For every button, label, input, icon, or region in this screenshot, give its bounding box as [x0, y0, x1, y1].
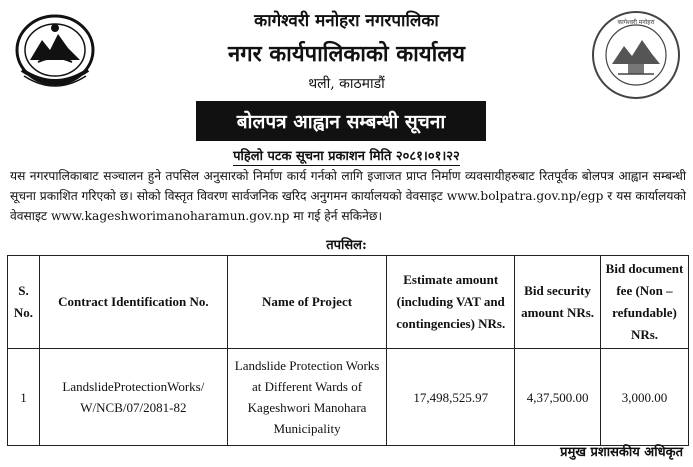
- office-name: नगर कार्यपालिकाको कार्यालय: [228, 41, 465, 67]
- cell-bid-security: 4,37,500.00: [515, 349, 601, 446]
- notice-body: यस नगरपालिकाबाट सञ्चालन हुने तपसिल अनुसारको निर्माण कार्य गर्नको लागि इजाजत प्राप्त निर्माण व्यवसायीहरुबाट रितपूर्वक बोलपत्र आह्वान सम्बन्धी सूचना प्रकाशित गरिएको छ। सोको विस्तृत विवरण सार्वजनिक खरिद अनुगमन कार्यालयको वेवसाइट www.bolpatra.gov.np/egp र यस कार्यालयको वेवसाइट www.kageshworimanoharamun.gov.np मा गई हेर्न सकिनेछ।: [10, 169, 686, 223]
- tender-table: [7, 255, 689, 446]
- cell-document-fee: 3,000.00: [601, 349, 689, 446]
- header-document-fee: Bid document fee (Non – refundable) NRs.: [601, 256, 689, 349]
- cell-contract-id: LandslideProtectionWorks/ W/NCB/07/2081-82: [39, 349, 227, 446]
- header-sn: S. No.: [8, 256, 40, 349]
- municipality-name: कागेश्वरी मनोहरा नगरपालिका: [254, 11, 439, 31]
- schedule-label: तपसिल:: [326, 238, 367, 253]
- office-address: थली, काठमाडौं: [308, 76, 385, 92]
- svg-text:कागेश्वरी मनोहरा: कागेश्वरी मनोहरा: [617, 19, 655, 26]
- header-bid-security: Bid security amount NRs.: [515, 256, 601, 349]
- header-project-name: Name of Project: [227, 256, 387, 349]
- cell-estimate-amount: 17,498,525.97: [387, 349, 515, 446]
- notice-title: बोलपत्र आह्वान सम्बन्धी सूचना: [236, 111, 446, 133]
- table-header-row: [8, 256, 689, 349]
- signatory-title: प्रमुख प्रशासकीय अधिकृत: [560, 445, 683, 460]
- publication-date: [0, 146, 693, 164]
- cell-project-name: Landslide Protection Works at Different Wards of Kageshwori Manohara Municipality: [227, 349, 387, 446]
- header-contract-id: Contract Identification No.: [39, 256, 227, 349]
- table-row: [8, 349, 689, 446]
- notice-title-banner: [196, 101, 486, 141]
- header-estimate-amount: Estimate amount (including VAT and contingencies) NRs.: [387, 256, 515, 349]
- publication-date-text: पहिलो पटक सूचना प्रकाशन मिति २०८१।०१।२२: [233, 149, 460, 164]
- cell-sn: 1: [8, 349, 40, 446]
